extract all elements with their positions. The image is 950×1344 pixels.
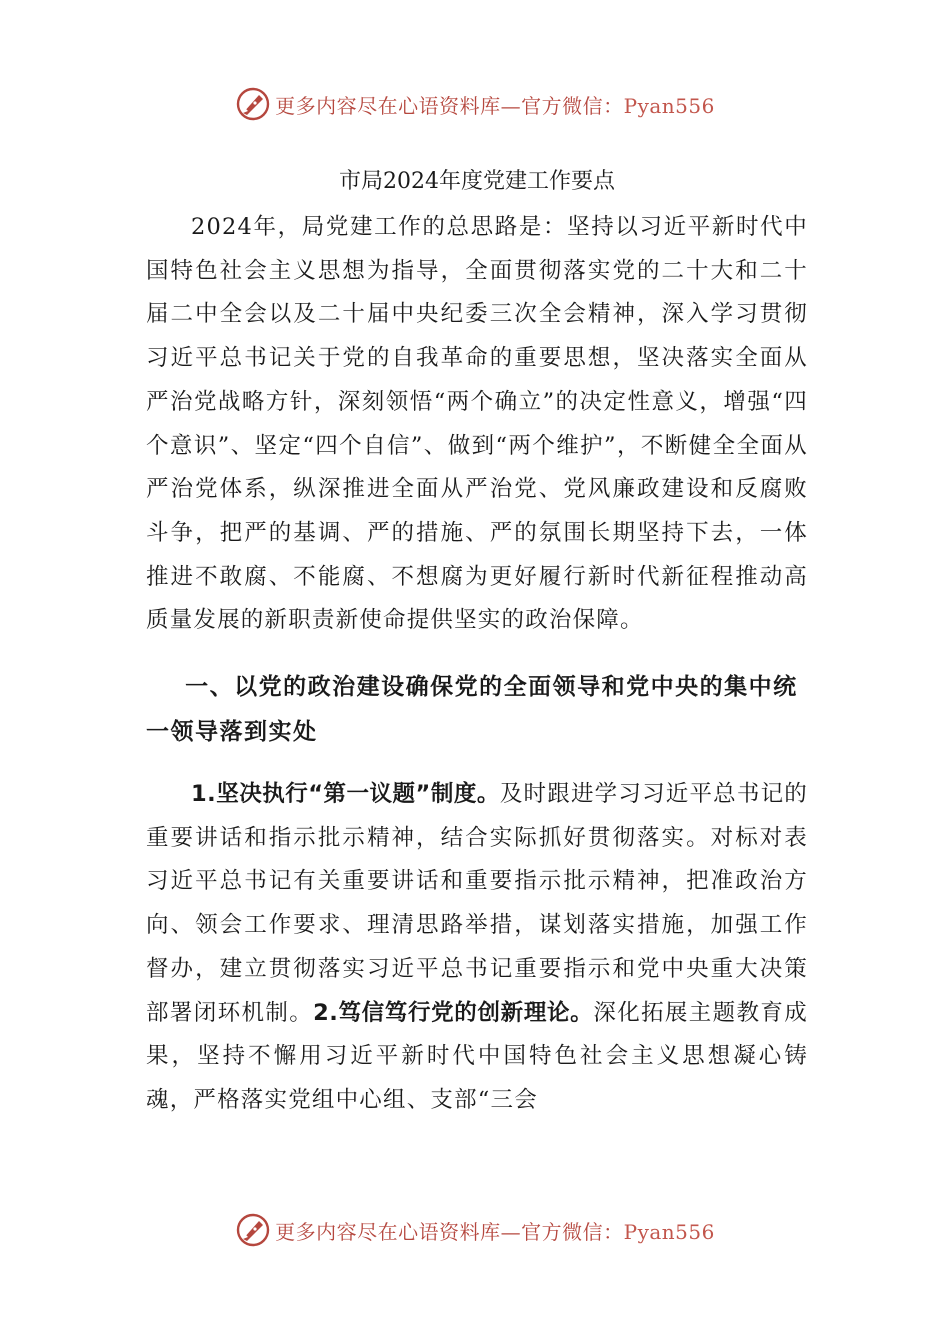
document-title: 市局2024年度党建工作要点 (339, 169, 615, 194)
pen-nib-logo-icon (235, 86, 271, 122)
intro-paragraph: 2024年，局党建工作的总思路是：坚持以习近平新时代中国特色社会主义思想为指导，全面贯彻落实党的二十大和二十届二中全会以及二十届中央纪委三次全会精神，深入学习贯彻习近平总书记关于党的自我革命的重要思想，坚决落实全面从严治党战略方针，深刻领悟“两个确立”的决定性意义，增强“四个意识”、坚定“四个自信”、做到“两个维护”，不断健全全面从严治党体系，纵深推进全面从严治党、党风廉政建设和反腐败斗争，把严的基调、严的措施、严的氛围长期坚持下去，一体推进不敢腐、不能腐、不想腐为更好履行新时代新征程推动高质量发展的新职责新使命提供坚实的政治保障。 (146, 214, 808, 634)
document-body (146, 160, 808, 1123)
item-1-title: 1.坚决执行“第一议题”制度。 (191, 781, 500, 808)
watermark-banner-top (0, 82, 950, 126)
watermark-text (275, 90, 715, 119)
section-heading-1: 一、以党的政治建设确保党的全面领导和党中央的集中统一领导落到实处 (146, 674, 798, 746)
watermark-label: 更多内容尽在心语资料库—官方微信： (275, 93, 624, 118)
watermark-text (275, 1216, 715, 1245)
item-1-body: 及时跟进学习习近平总书记的重要讲话和指示批示精神，结合实际抓好贯彻落实。对标对表习近平总书记有关重要讲话和重要指示批示精神，把准政治方向、领会工作要求、理清思路举措，谋划落实措施，加强工作督办，建立贯彻落实习近平总书记重要指示和党中央重大决策部署闭环机制。 (146, 781, 808, 1026)
watermark-banner-bottom (0, 1208, 950, 1252)
watermark-handle: Pyan556 (623, 93, 715, 118)
watermark-handle: Pyan556 (623, 1219, 715, 1244)
item-2-body: 深化拓展主题教育成果，坚持不懈用习近平新时代中国特色社会主义思想凝心铸魂，严格落实党组中心组、支部“三会 (146, 999, 808, 1113)
item-2-title: 2.笃信笃行党的创新理论。 (313, 999, 594, 1026)
watermark-label: 更多内容尽在心语资料库—官方微信： (275, 1219, 624, 1244)
section-1-paragraph (146, 773, 808, 1123)
pen-nib-logo-icon (235, 1212, 271, 1248)
